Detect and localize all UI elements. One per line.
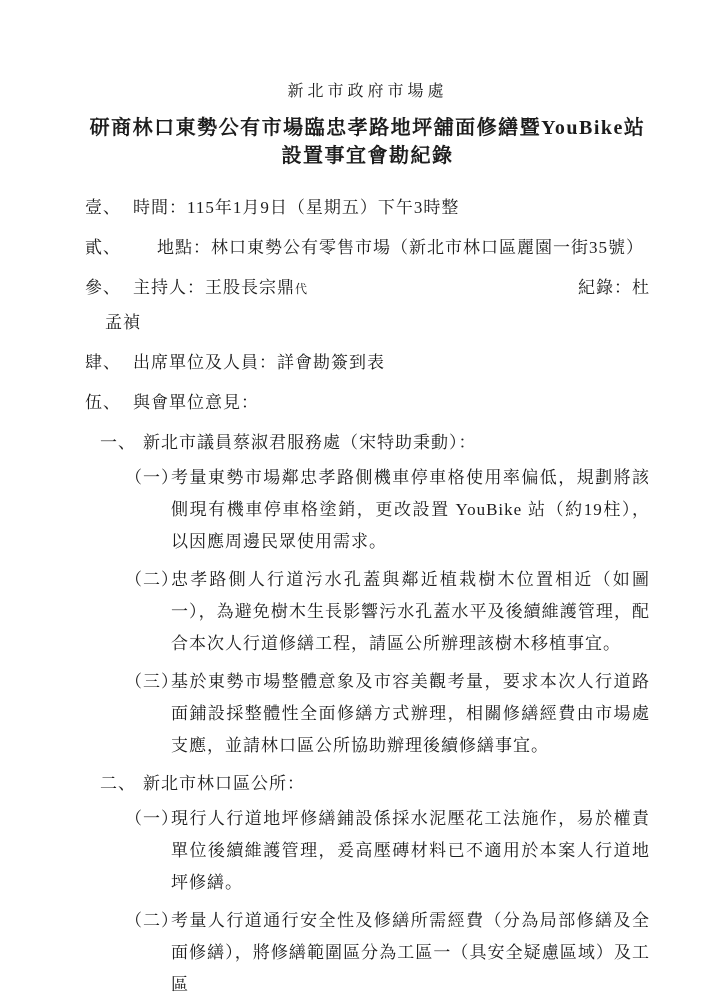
section-row-time [85, 196, 650, 219]
section-label: 壹、 [85, 198, 121, 217]
opinion-group-1-title: 新北市議員蔡淑君服務處（宋特助秉動）： [143, 433, 477, 452]
item-number: （二） [125, 570, 179, 589]
section-text-attendees: 出席單位及人員：詳會勘簽到表 [133, 353, 385, 372]
section-label: 伍、 [85, 393, 121, 412]
section-row-opinions-header [85, 391, 650, 414]
section-text-location: 地點：林口東勢公有零售市場（新北市林口區麗園一街35號） [157, 238, 644, 257]
section-row-location [85, 236, 650, 259]
recorder-name-wrap: 孟禎 [105, 313, 141, 332]
opinion-item-1-1 [85, 462, 650, 558]
section-row-moderator [85, 276, 650, 301]
item-text: 考量東勢市場鄰忠孝路側機車停車格使用率偏低，規劃將該側現有機車停車格塗銷，更改設置 YouBike 站（約19柱），以因應周邊民眾使用需求。 [171, 468, 650, 551]
section-text-opinions-header: 與會單位意見： [133, 393, 259, 412]
section-text-moderator [133, 276, 308, 301]
opinion-group-number: 二、 [100, 774, 136, 793]
item-text: 基於東勢市場整體意象及市容美觀考量，要求本次人行道路面鋪設採整體性全面修繕方式辦理，相關修繕經費由市場處支應，並請林口區公所協助辦理後續修繕事宜。 [171, 672, 650, 755]
opinion-group-1-heading [85, 431, 650, 454]
item-number: （一） [125, 468, 179, 487]
moderator-acting-suffix: 代 [295, 282, 309, 296]
item-number: （三） [125, 672, 179, 691]
section-row-attendees [85, 351, 650, 374]
moderator-name: 主持人：王股長宗鼎 [133, 278, 295, 297]
page-header-org: 新北市政府市場處 [287, 83, 448, 100]
section-text-time: 時間：115年1月9日（星期五）下午3時整 [133, 198, 460, 217]
opinion-item-1-3 [85, 666, 650, 762]
opinion-item-2-2 [85, 905, 650, 1000]
opinion-group-2-heading [85, 772, 650, 795]
opinion-item-2-1 [85, 803, 650, 899]
opinion-group-number: 一、 [100, 433, 136, 452]
recorder-text: 紀錄：杜 [578, 278, 650, 297]
opinion-group-2-title: 新北市林口區公所： [143, 774, 305, 793]
item-number: （一） [125, 809, 179, 828]
item-text: 考量人行道通行安全性及修繕所需經費（分為局部修繕及全面修繕），將修繕範圍區分為工區一（具安全疑慮區域）及工區 [171, 911, 650, 994]
item-text: 忠孝路側人行道污水孔蓋與鄰近植栽樹木位置相近（如圖一），為避免樹木生長影響污水孔蓋水平及後續維護管理，配合本次人行道修繕工程，請區公所辦理該樹木移植事宜。 [171, 570, 650, 653]
document-title: 研商林口東勢公有市場臨忠孝路地坪舖面修繕暨YouBike站設置事宜會勘紀錄 [89, 117, 646, 167]
item-number: （二） [125, 911, 179, 930]
opinion-item-1-2 [85, 564, 650, 660]
item-text: 現行人行道地坪修繕鋪設係採水泥壓花工法施作，易於權責單位後續維護管理，爰高壓磚材料已不適用於本案人行道地坪修繕。 [171, 809, 650, 892]
section-label: 肆、 [85, 353, 121, 372]
section-label: 參、 [85, 278, 121, 297]
section-label: 貳、 [85, 238, 121, 257]
